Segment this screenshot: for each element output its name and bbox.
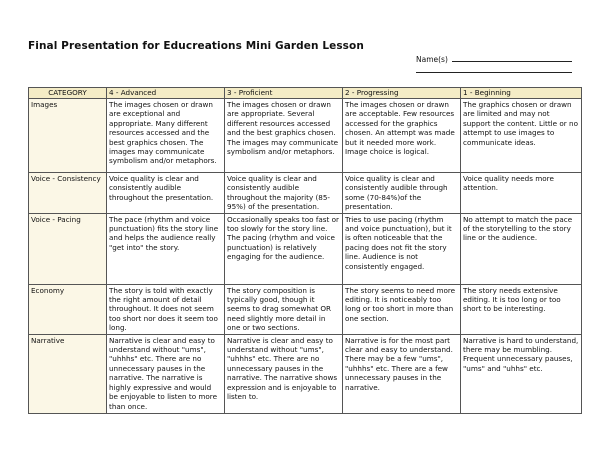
category-voice-pacing: Voice - Pacing (29, 213, 107, 284)
rubric-cell: Voice quality needs more attention. (461, 173, 582, 214)
category-voice-consistency: Voice - Consistency (29, 173, 107, 214)
rubric-cell: Narrative is for the most part clear and easy to understand. There may be a few "ums", "uhhhs" etc. There are a few unnecessary pauses in the narrative. (343, 334, 461, 413)
rubric-cell: No attempt to match the pace of the storytelling to the story line or the audience. (461, 213, 582, 284)
category-images: Images (29, 99, 107, 173)
category-narrative: Narrative (29, 334, 107, 413)
rubric-cell: The images chosen or drawn are exceptional and appropriate. Many different resources accessed and the best graphics chosen. The images may communicate symbolism and/or metaphors. (107, 99, 225, 173)
rubric-cell: Occasionally speaks too fast or too slowly for the story line. The pacing (rhythm and voice punctuation) is relatively engaging for the audience. (225, 213, 343, 284)
names-underline-1[interactable] (452, 54, 572, 62)
rubric-cell: The pace (rhythm and voice punctuation) fits the story line and helps the audience really "get into" the story. (107, 213, 225, 284)
table-row (29, 173, 582, 214)
rubric-cell: Voice quality is clear and consistently audible throughout the presentation. (107, 173, 225, 214)
rubric-cell: The images chosen or drawn are appropriate. Several different resources accessed and the best graphics chosen. The images may communicate symbolism and/or metaphors. (225, 99, 343, 173)
header-proficient: 3 - Proficient (225, 88, 343, 99)
rubric-cell: The story composition is typically good, though it seems to drag somewhat OR need slightly more detail in one or two sections. (225, 284, 343, 334)
header-row (29, 88, 582, 99)
rubric-table (28, 87, 582, 414)
rubric-cell: The images chosen or drawn are acceptable. Few resources accessed for the graphics chosen. An attempt was made but it needed more work. Image choice is logical. (343, 99, 461, 173)
rubric-cell: Narrative is clear and easy to understand without "ums", "uhhhs" etc. There are no unnecessary pauses in the narrative. The narrative shows expression and is enjoyable to listen to. (225, 334, 343, 413)
table-row (29, 213, 582, 284)
names-underline-2[interactable] (416, 72, 572, 73)
rubric-cell: The graphics chosen or drawn are limited and may not support the content. Little or no attempt to use images to communicate ideas. (461, 99, 582, 173)
header-beginning: 1 - Beginning (461, 88, 582, 99)
rubric-cell: Tries to use pacing (rhythm and voice punctuation), but it is often noticeable that the pacing does not fit the story line. Audience is not consistently engaged. (343, 213, 461, 284)
table-row (29, 334, 582, 413)
rubric-cell: The story is told with exactly the right amount of detail throughout. It does not seem too short nor does it seem too long. (107, 284, 225, 334)
document-title: Final Presentation for Educreations Mini Garden Lesson (28, 40, 364, 52)
rubric-cell: The story needs extensive editing. It is too long or too short to be interesting. (461, 284, 582, 334)
names-field (416, 54, 572, 64)
rubric-cell: Voice quality is clear and consistently audible throughout the majority (85-95%) of the presentation. (225, 173, 343, 214)
category-economy: Economy (29, 284, 107, 334)
names-label: Name(s) (416, 55, 448, 64)
header-progressing: 2 - Progressing (343, 88, 461, 99)
table-row (29, 99, 582, 173)
header-advanced: 4 - Advanced (107, 88, 225, 99)
rubric-cell: Voice quality is clear and consistently audible through some (70-84%)of the presentation. (343, 173, 461, 214)
rubric-cell: Narrative is hard to understand, there may be mumbling. Frequent unnecessary pauses, "ums" and "uhhs" etc. (461, 334, 582, 413)
header-category: CATEGORY (29, 88, 107, 99)
rubric-cell: The story seems to need more editing. It is noticeably too long or too short in more than one section. (343, 284, 461, 334)
rubric-cell: Narrative is clear and easy to understand without "ums", "uhhhs" etc. There are no unnecessary pauses in the narrative. The narrative is highly expressive and would be enjoyable to listen to more than once. (107, 334, 225, 413)
table-row (29, 284, 582, 334)
